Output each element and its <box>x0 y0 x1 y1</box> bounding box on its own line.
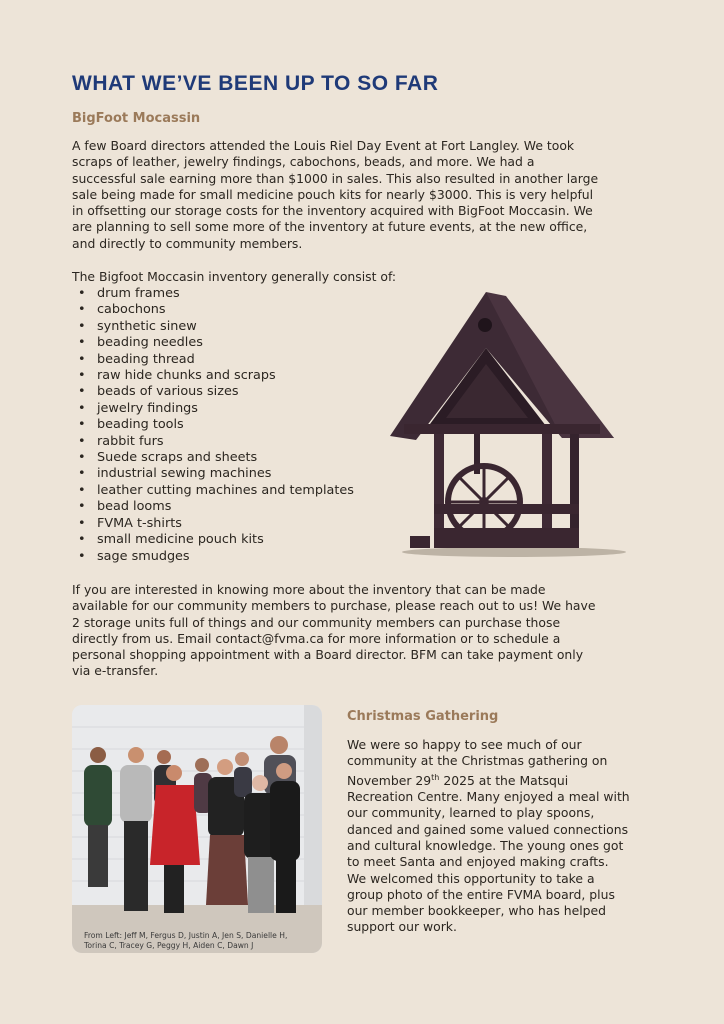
list-item-text: FVMA t-shirts <box>97 515 182 531</box>
list-item: • Suede scraps and sheets <box>78 450 258 466</box>
person <box>120 747 152 911</box>
bigfoot-title: BigFoot Mocassin <box>72 111 201 126</box>
list-item: • jewelry findings <box>78 400 198 416</box>
inventory-intro <box>72 269 396 285</box>
intro-line: are planning to sell some more of the inventory at future events, at the new office, <box>72 219 588 235</box>
date-suffix-sup: th <box>431 772 440 782</box>
christmas-body <box>347 737 630 936</box>
christmas-line: our community, learned to play spoons, <box>347 805 595 821</box>
date-suffix: 2025 at the Matsqui <box>439 772 569 788</box>
christmas-date-line <box>347 770 630 789</box>
christmas-line: to meet Santa and enjoyed making crafts. <box>347 854 609 870</box>
list-item-text: rabbit furs <box>97 433 164 449</box>
intro-line: in offsetting our storage costs for the inventory acquired with BigFoot Moccasin. We <box>72 203 593 219</box>
christmas-title: Christmas Gathering <box>347 709 499 724</box>
list-item-text: beading needles <box>97 335 203 351</box>
closing-line: directly from us. Email contact@fvma.ca for more information or to schedule a <box>72 630 561 646</box>
wishing-well-image <box>386 290 626 562</box>
christmas-line: We were so happy to see much of our <box>347 737 582 752</box>
group-photo <box>72 705 322 953</box>
list-item: • beads of various sizes <box>78 384 239 400</box>
list-item-text: raw hide chunks and scraps <box>97 368 276 384</box>
christmas-line: group photo of the entire FVMA board, plus <box>347 886 615 902</box>
person <box>84 747 112 887</box>
christmas-line: danced and gained some valued connections <box>347 821 629 837</box>
list-item-text: bead looms <box>97 499 172 515</box>
christmas-line: support our work. <box>347 919 457 935</box>
caption-line: Torina C, Tracey G, Peggy H, Aiden C, Dawn J <box>84 940 254 950</box>
list-item: • raw hide chunks and scraps <box>78 368 276 384</box>
list-item: • cabochons <box>78 302 166 318</box>
closing-line: 2 storage units full of things and our community members can purchase those <box>72 614 561 630</box>
list-item: • small medicine pouch kits <box>78 532 264 548</box>
inventory-list <box>78 286 354 565</box>
list-item: • industrial sewing machines <box>78 466 272 482</box>
list-item: • FVMA t-shirts <box>78 515 182 531</box>
list-item-text: industrial sewing machines <box>97 466 272 482</box>
list-item: • rabbit furs <box>78 433 164 449</box>
list-item-text: leather cutting machines and templates <box>97 482 354 498</box>
group-photo-illustration <box>72 705 322 953</box>
christmas-line: Recreation Centre. Many enjoyed a meal with <box>347 789 630 805</box>
closing-line: available for our community members to purchase, please reach out to us! We have <box>72 598 596 614</box>
date-prefix: November 29 <box>347 772 432 788</box>
caption-line: From Left: Jeff M, Fergus D, Justin A, Jen S, Danielle H, <box>84 931 288 940</box>
list-item: • beading tools <box>78 417 184 433</box>
christmas-line: community at the Christmas gathering on <box>347 753 608 769</box>
list-item: • leather cutting machines and templates <box>78 482 354 498</box>
list-item: • beading needles <box>78 335 203 351</box>
list-item: • bead looms <box>78 499 172 515</box>
list-item-text: Suede scraps and sheets <box>97 450 258 466</box>
bigfoot-closing <box>72 582 596 680</box>
page-heading: WHAT WE’VE BEEN UP TO SO FAR <box>72 72 439 95</box>
christmas-line: We welcomed this opportunity to take a <box>347 870 595 886</box>
intro-line: scraps of leather, jewelry findings, cabochons, beads, and more. We had a <box>72 154 535 170</box>
christmas-line: and cultural knowledge. The young ones got <box>347 837 624 853</box>
bigfoot-intro <box>72 138 598 252</box>
intro-line: A few Board directors attended the Louis Riel Day Event at Fort Langley. We took <box>72 138 575 153</box>
list-item: • synthetic sinew <box>78 318 197 334</box>
closing-line: via e-transfer. <box>72 663 159 679</box>
intro-line: sale being made for small medicine pouch kits for nearly $3000. This is very helpful <box>72 186 594 202</box>
list-item-text: drum frames <box>97 286 180 301</box>
intro-line: successful sale earning more than $1000 in sales. This also resulted in another large <box>72 170 599 186</box>
list-item-text: beading tools <box>97 417 184 433</box>
list-item-text: beads of various sizes <box>97 384 239 400</box>
closing-line: personal shopping appointment with a Board director. BFM can take payment only <box>72 647 584 663</box>
intro-line: and directly to community members. <box>72 235 303 251</box>
list-item-text: synthetic sinew <box>97 318 197 334</box>
list-item: • sage smudges <box>78 548 190 564</box>
closing-line: If you are interested in knowing more about the inventory that can be made <box>72 582 546 597</box>
christmas-line: our member bookkeeper, who has helped <box>347 903 607 919</box>
photo-caption <box>84 931 287 951</box>
list-item-text: small medicine pouch kits <box>97 532 264 548</box>
inventory-intro-text: The Bigfoot Moccasin inventory generally consist of: <box>72 269 397 284</box>
list-item-text: jewelry findings <box>97 400 198 416</box>
list-item-text: sage smudges <box>97 548 190 564</box>
list-item-text: beading thread <box>97 351 195 367</box>
list-item: • drum frames <box>78 286 180 301</box>
list-item-text: cabochons <box>97 302 166 318</box>
list-item: • beading thread <box>78 351 195 367</box>
